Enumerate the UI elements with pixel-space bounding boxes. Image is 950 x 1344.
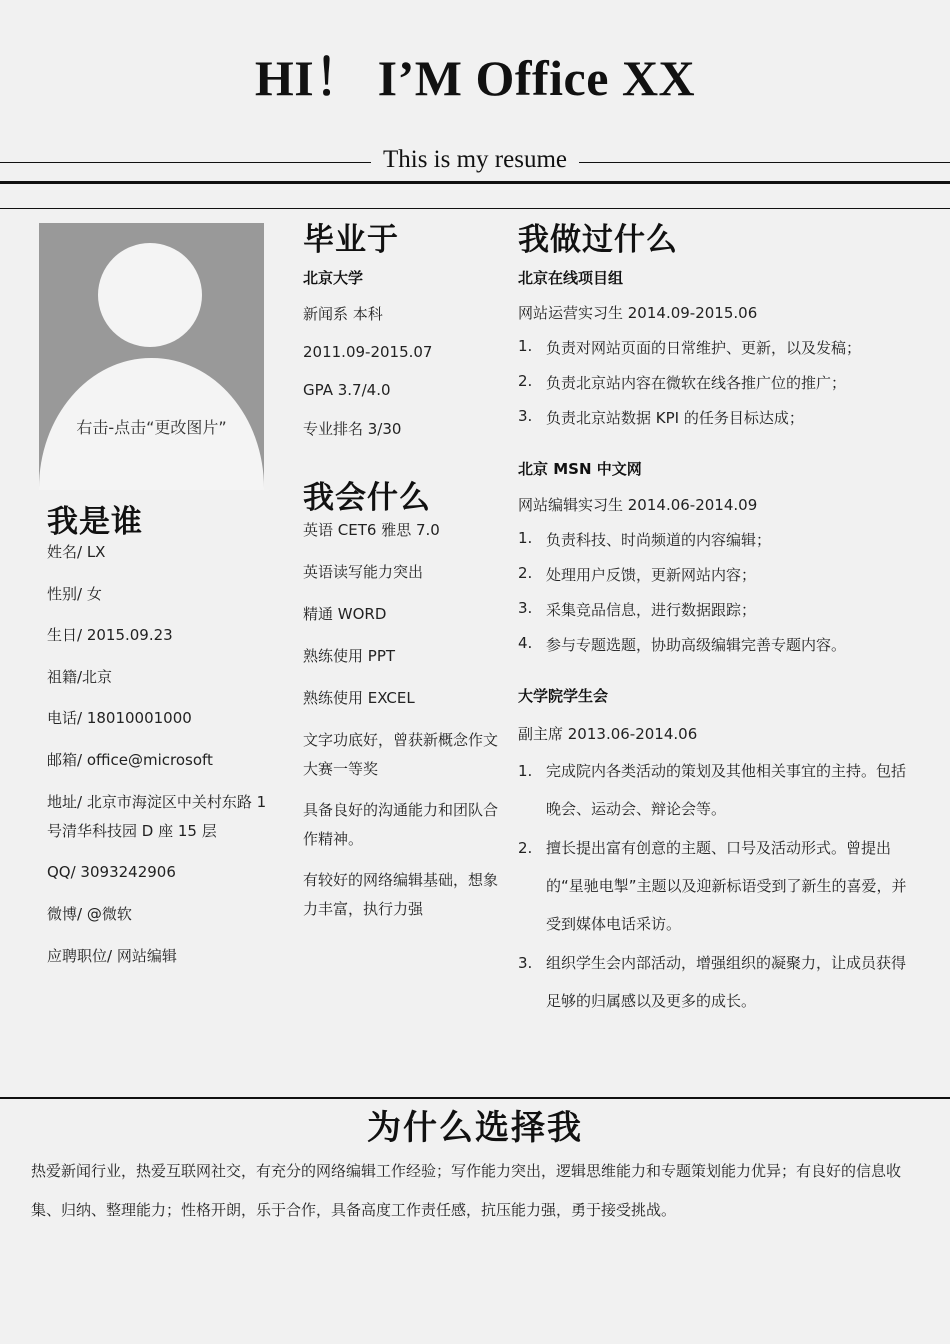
duty-number: 3. <box>518 954 533 972</box>
duty-text: 负责科技、时尚频道的内容编辑； <box>546 531 772 549</box>
skill-item: 熟练使用 EXCEL <box>303 689 415 707</box>
job-role: 网站编辑实习生 2014.06-2014.09 <box>518 496 758 514</box>
education-item: GPA 3.7/4.0 <box>303 381 391 399</box>
about-item: 邮箱/ office@microsoft <box>47 751 213 769</box>
duty-text: 负责北京站内容在微软在线各推广位的推广； <box>546 374 847 392</box>
duty-text: 完成院内各类活动的策划及其他相关事宜的主持。包括晚会、运动会、辩论会等。 <box>546 762 907 818</box>
about-item: 地址/ 北京市海淀区中关村东路 1 号清华科技园 D 座 15 层 <box>47 793 267 840</box>
duty-number: 2. <box>518 839 533 857</box>
skill-item: 熟练使用 PPT <box>303 647 396 665</box>
about-item: 生日/ 2015.09.23 <box>47 626 173 644</box>
photo-hint: 右击-点击“更改图片” <box>76 418 227 437</box>
skill-item: 具备良好的沟通能力和团队合作精神。 <box>303 801 499 848</box>
duty-number: 2. <box>518 564 533 582</box>
education-item: 新闻系 本科 <box>303 305 383 323</box>
duty-text: 擅长提出富有创意的主题、口号及活动形式。曾提出的“星驰电掣”主题以及迎新标语受到了新生的喜爱，并受到媒体电话采访。 <box>546 839 907 933</box>
job-org: 大学院学生会 <box>518 687 609 705</box>
page-subtitle <box>0 146 950 174</box>
about-item: 祖籍/北京 <box>47 668 113 686</box>
skill-item: 文字功底好，曾获新概念作文大赛一等奖 <box>303 731 499 778</box>
header-divider-thick <box>0 181 950 184</box>
education-school: 北京大学 <box>303 269 364 287</box>
duty-text: 组织学生会内部活动，增强组织的凝聚力，让成员获得足够的归属感以及更多的成长。 <box>546 954 907 1010</box>
experience-heading: 我做过什么 <box>518 222 678 258</box>
duty-number: 3. <box>518 407 533 425</box>
duty-text: 采集竞品信息，进行数据跟踪； <box>546 601 757 619</box>
job-org: 北京在线项目组 <box>518 269 624 287</box>
education-item: 专业排名 3/30 <box>303 420 402 438</box>
job-role: 副主席 2013.06-2014.06 <box>518 725 698 743</box>
duty-text: 参与专题选题，协助高级编辑完善专题内容。 <box>546 636 847 654</box>
about-item: 电话/ 18010001000 <box>47 709 192 727</box>
duty-text: 负责北京站数据 KPI 的任务目标达成； <box>546 409 804 427</box>
duty-text: 负责对网站页面的日常维护、更新，以及发稿； <box>546 339 862 357</box>
why-divider <box>0 1097 950 1099</box>
skills-heading: 我会什么 <box>303 480 431 516</box>
about-item: 微博/ @微软 <box>47 905 132 923</box>
about-item: 姓名/ LX <box>47 543 106 561</box>
avatar-head-icon <box>98 243 202 347</box>
duty-number: 1. <box>518 529 533 547</box>
duty-number: 3. <box>518 599 533 617</box>
header-divider-thin <box>0 208 950 209</box>
about-item: 应聘职位/ 网站编辑 <box>47 947 177 965</box>
job-role: 网站运营实习生 2014.09-2015.06 <box>518 304 758 322</box>
subtitle-text: This is my resume <box>371 146 579 173</box>
profile-photo[interactable] <box>39 223 264 490</box>
about-heading: 我是谁 <box>47 504 143 540</box>
duty-number: 2. <box>518 372 533 390</box>
why-text: 热爱新闻行业，热爱互联网社交，有充分的网络编辑工作经验；写作能力突出，逻辑思维能力和专题策划能力优异；有良好的信息收集、归纳、整理能力；性格开朗，乐于合作，具备高度工作责任感，抗压能力强，勇于接受挑战。 <box>31 1162 902 1219</box>
skill-item: 精通 WORD <box>303 605 387 623</box>
why-heading: 为什么选择我 <box>367 1108 583 1148</box>
duty-text: 处理用户反馈，更新网站内容； <box>546 566 757 584</box>
about-item: QQ/ 3093242906 <box>47 863 176 881</box>
duty-number: 4. <box>518 634 533 652</box>
skill-item: 有较好的网络编辑基础，想象力丰富，执行力强 <box>303 871 499 918</box>
duty-number: 1. <box>518 762 533 780</box>
education-heading: 毕业于 <box>303 222 399 258</box>
duty-number: 1. <box>518 337 533 355</box>
about-item: 性别/ 女 <box>47 585 102 603</box>
skill-item: 英语 CET6 雅思 7.0 <box>303 521 440 539</box>
education-item: 2011.09-2015.07 <box>303 343 433 361</box>
job-org: 北京 MSN 中文网 <box>518 460 642 478</box>
skill-item: 英语读写能力突出 <box>303 563 424 581</box>
page-title: HI！ I’M Office XX <box>254 50 696 106</box>
